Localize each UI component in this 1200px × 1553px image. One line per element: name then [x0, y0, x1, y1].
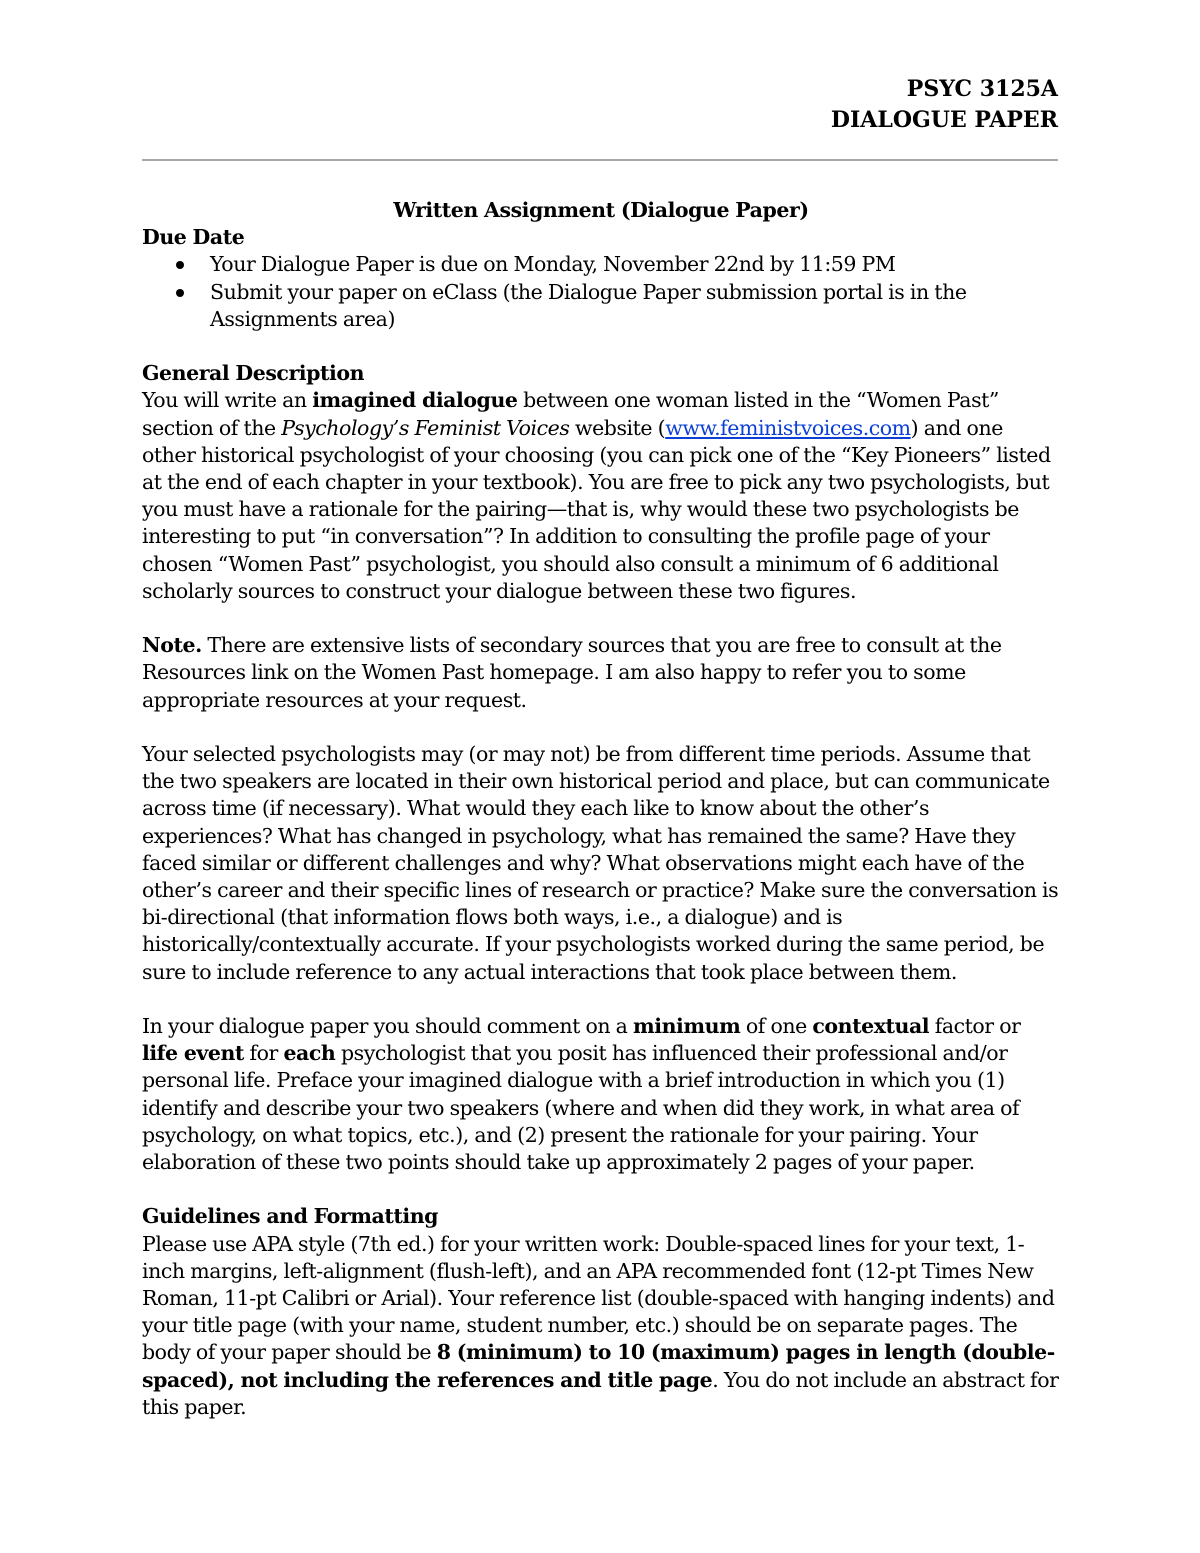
document-title: DIALOGUE PAPER: [830, 107, 1058, 133]
guidelines-paragraph: Please use APA style (7th ed.) for your written work: Double-spaced lines for your text, 1-inch margins, left-alignment (flush-left), and an APA recommended font (12-pt Times New Roman, 11-pt Calibri or Arial). Your reference list (double-spaced with hanging indents) and your title page (with your name, student number, etc.) should be on separate pages. The body of your paper should be 8 (minimum) to 10 (maximum) pages in length (double-spaced), not including the references and title page. You do not include an abstract for this paper.: [142, 1231, 1059, 1419]
course-code: PSYC 3125A: [906, 76, 1058, 102]
list-item: Your Dialogue Paper is due on Monday, November 22nd by 11:59 PM: [142, 251, 1060, 278]
header-divider: [142, 159, 1058, 161]
note-label: Note.: [142, 633, 202, 658]
page-header: [831, 74, 1058, 136]
guidelines-heading: Guidelines and Formatting: [142, 1204, 439, 1229]
bullet-icon: [176, 289, 184, 297]
assignment-title: Written Assignment (Dialogue Paper): [393, 198, 809, 222]
due-date-heading: Due Date: [142, 225, 245, 250]
contextual-factor-paragraph: In your dialogue paper you should comment on a minimum of one contextual factor or life event for each psychologist that you posit has influenced their professional and/or personal life. Preface your imagined dialogue with a brief introduction in which you (1) identify and describe your two speakers (where and when did they work, in what area of psychology, on what topics, etc.), and (2) present the rationale for your pairing. Your elaboration of these two points should take up approximately 2 pages of your paper.: [142, 1014, 1021, 1175]
note-paragraph: Note. There are extensive lists of secondary sources that you are free to consult at the Resources link on the Women Past homepage. I am also happy to refer you to some appropriate resources at your request.: [142, 633, 1002, 712]
general-description-heading: General Description: [142, 361, 365, 386]
general-description-paragraph: You will write an imagined dialogue between one woman listed in the “Women Past” section of the Psychology’s Feminist Voices website (www.feministvoices.com) and one other historical psychologist of your choosing (you can pick one of the “Key Pioneers” listed at the end of each chapter in your textbook). You are free to pick any two psychologists, but you must have a rationale for the pairing—that is, why would these two psychologists be interesting to put “in conversation”? In addition to consulting the profile page of your chosen “Women Past” psychologist, you should also consult a minimum of 6 additional scholarly sources to construct your dialogue between these two figures.: [142, 388, 1051, 603]
document-body: [142, 197, 1060, 1421]
feministvoices-link[interactable]: www.feministvoices.com: [665, 415, 911, 440]
time-periods-paragraph: Your selected psychologists may (or may not) be from different time periods. Assume that the two speakers are located in their own historical period and place, but can communicate across time (if necessary). What would they each like to know about the other’s experiences? What has changed in psychology, what has remained the same? Have they faced similar or different challenges and why? What observations might each have of the other’s career and their specific lines of research or practice? Make sure the conversation is bi-directional (that information flows both ways, i.e., a dialogue) and is historically/contextually accurate. If your psychologists worked during the same period, be sure to include reference to any actual interactions that took place between them.: [142, 742, 1059, 984]
due-date-list: [142, 251, 1060, 333]
bullet-icon: [176, 261, 184, 269]
list-item: Submit your paper on eClass (the Dialogue Paper submission portal is in the Assignments area): [142, 279, 1060, 333]
